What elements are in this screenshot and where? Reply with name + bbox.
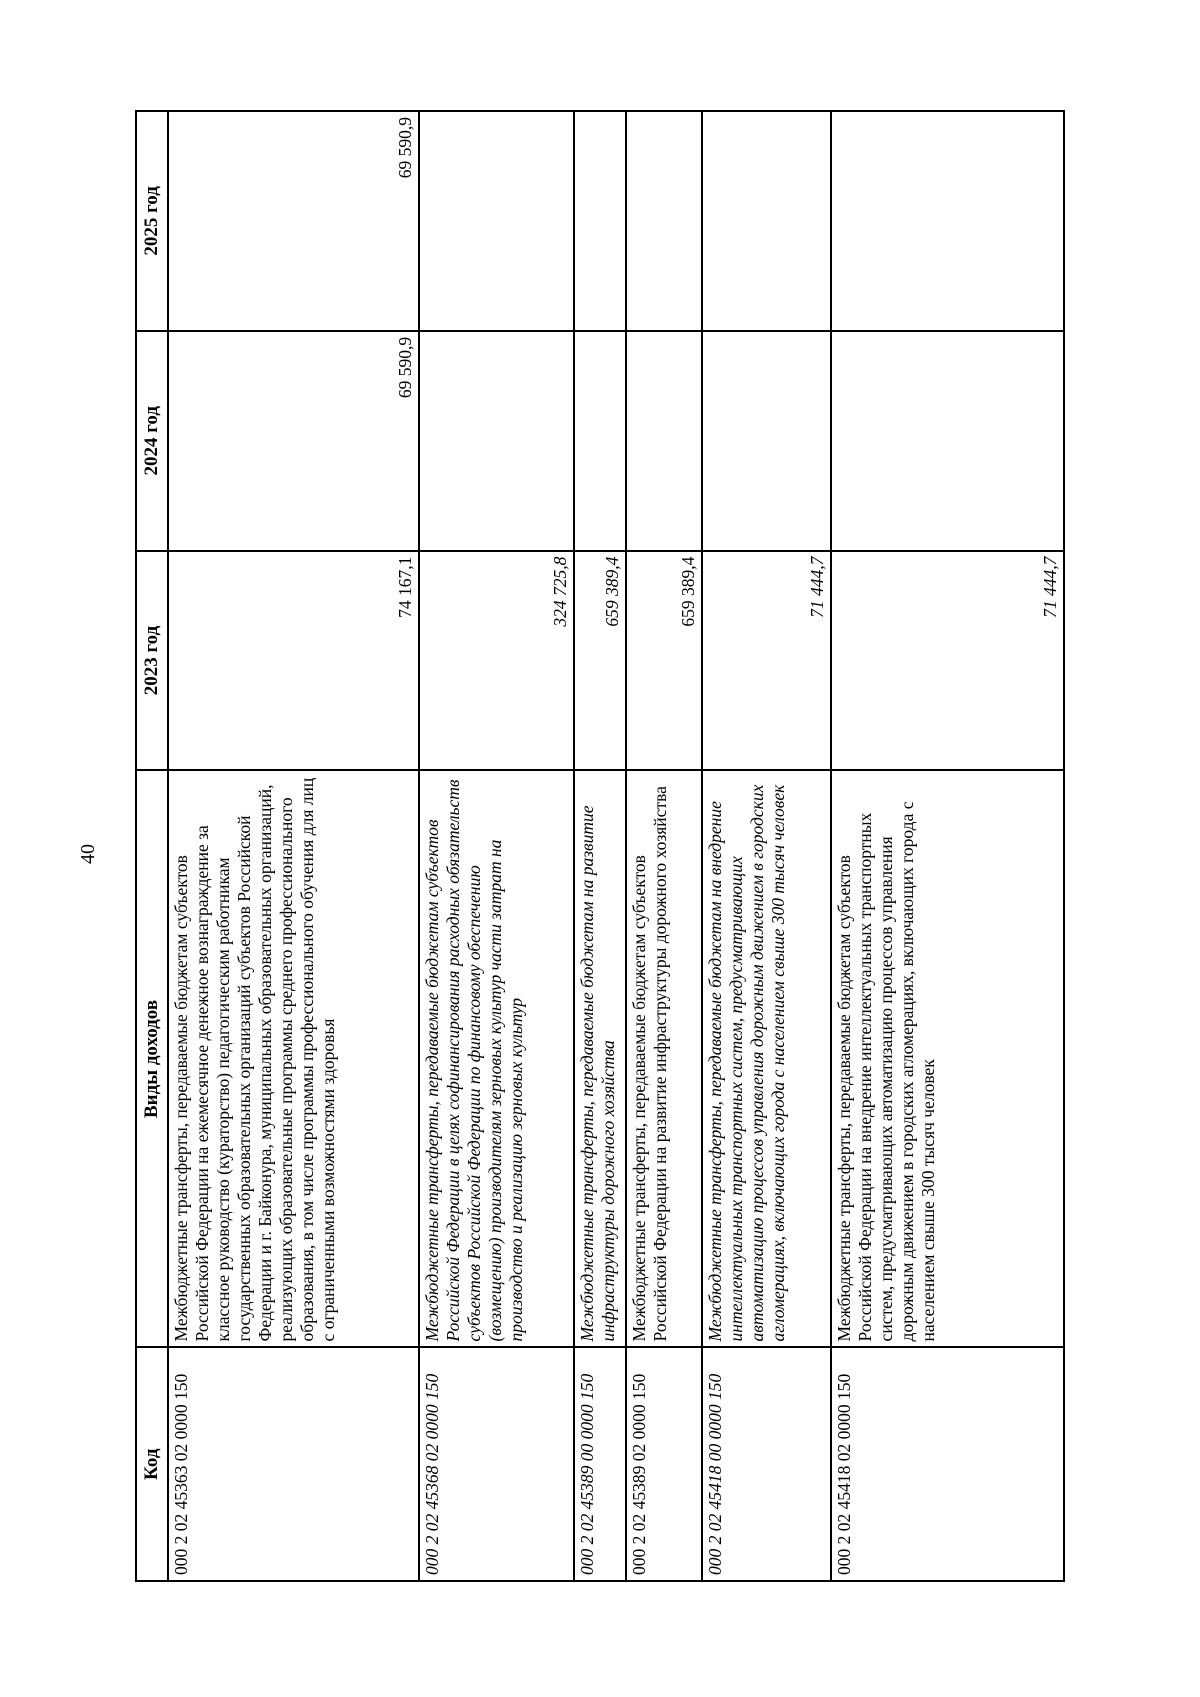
table-row bbox=[626, 111, 702, 1581]
page-number: 40 bbox=[77, 844, 99, 864]
row-value-2024 bbox=[626, 331, 702, 551]
row-code: 000 2 02 45363 02 0000 150 bbox=[168, 1347, 419, 1581]
table-row bbox=[419, 111, 574, 1581]
row-description: Межбюджетные трансферты, передаваемые бюджетам субъектов Российской Федерации на ежемесячное денежное вознаграждение за классное руководство (кураторство) педагогическим работникам государственных образовательных организаций субъектов Российской Федерации и г. Байконура, муниципальных образовательных организаций, реализующих образовательные программы среднего профессионального образования, в том числе программы профессионального обучения для лиц с ограниченными возможностями здоровья bbox=[168, 770, 419, 1347]
header-2024: 2024 год bbox=[136, 331, 168, 551]
rotated-table-container bbox=[135, 110, 1065, 1582]
row-code: 000 2 02 45368 02 0000 150 bbox=[419, 1347, 574, 1581]
row-value-2024: 69 590,9 bbox=[168, 331, 419, 551]
row-code: 000 2 02 45418 02 0000 150 bbox=[831, 1347, 1064, 1581]
row-value-2023: 71 444,7 bbox=[831, 551, 1064, 771]
row-value-2023: 324 725,8 bbox=[419, 551, 574, 771]
row-description: Межбюджетные трансферты, передаваемые бюджетам субъектов Российской Федерации на развитие инфраструктуры дорожного хозяйства bbox=[626, 770, 702, 1347]
row-value-2023: 71 444,7 bbox=[702, 551, 831, 771]
header-2023: 2023 год bbox=[136, 551, 168, 771]
header-revenue-type: Виды доходов bbox=[136, 770, 168, 1347]
header-2025: 2025 год bbox=[136, 111, 168, 331]
row-value-2025: 69 590,9 bbox=[168, 111, 419, 331]
table-row bbox=[831, 111, 1064, 1581]
row-description: Межбюджетные трансферты, передаваемые бюджетам субъектов Российской Федерации в целях софинансирования расходных обязательств субъектов Российской Федерации по финансовому обеспечению (возмещению) производителям зерновых культур части затрат на производство и реализацию зерновых культур bbox=[419, 770, 574, 1347]
row-value-2025 bbox=[419, 111, 574, 331]
row-value-2023: 74 167,1 bbox=[168, 551, 419, 771]
revenue-table bbox=[135, 110, 1065, 1582]
row-value-2024 bbox=[702, 331, 831, 551]
row-value-2024 bbox=[831, 331, 1064, 551]
row-description: Межбюджетные трансферты, передаваемые бюджетам субъектов Российской Федерации на внедрение интеллектуальных транспортных систем, предусматривающих автоматизацию процессов управления дорожным движением в городских агломерациях, включающих города с населением свыше 300 тысяч человек bbox=[831, 770, 1064, 1347]
table-header-row bbox=[136, 111, 168, 1581]
row-value-2024 bbox=[419, 331, 574, 551]
row-value-2025 bbox=[702, 111, 831, 331]
row-code: 000 2 02 45389 02 0000 150 bbox=[626, 1347, 702, 1581]
table-row bbox=[574, 111, 626, 1581]
row-code: 000 2 02 45418 00 0000 150 bbox=[702, 1347, 831, 1581]
row-value-2024 bbox=[574, 331, 626, 551]
row-value-2023: 659 389,4 bbox=[626, 551, 702, 771]
row-value-2023: 659 389,4 bbox=[574, 551, 626, 771]
row-value-2025 bbox=[574, 111, 626, 331]
row-value-2025 bbox=[831, 111, 1064, 331]
table-row bbox=[702, 111, 831, 1581]
table-row bbox=[168, 111, 419, 1581]
row-value-2025 bbox=[626, 111, 702, 331]
row-description: Межбюджетные трансферты, передаваемые бюджетам на развитие инфраструктуры дорожного хозяйства bbox=[574, 770, 626, 1347]
header-code: Код bbox=[136, 1347, 168, 1581]
row-description: Межбюджетные трансферты, передаваемые бюджетам на внедрение интеллектуальных транспортных систем, предусматривающих автоматизацию процессов управления дорожным движением в городских агломерациях, включающих города с населением свыше 300 тысяч человек bbox=[702, 770, 831, 1347]
row-code: 000 2 02 45389 00 0000 150 bbox=[574, 1347, 626, 1581]
